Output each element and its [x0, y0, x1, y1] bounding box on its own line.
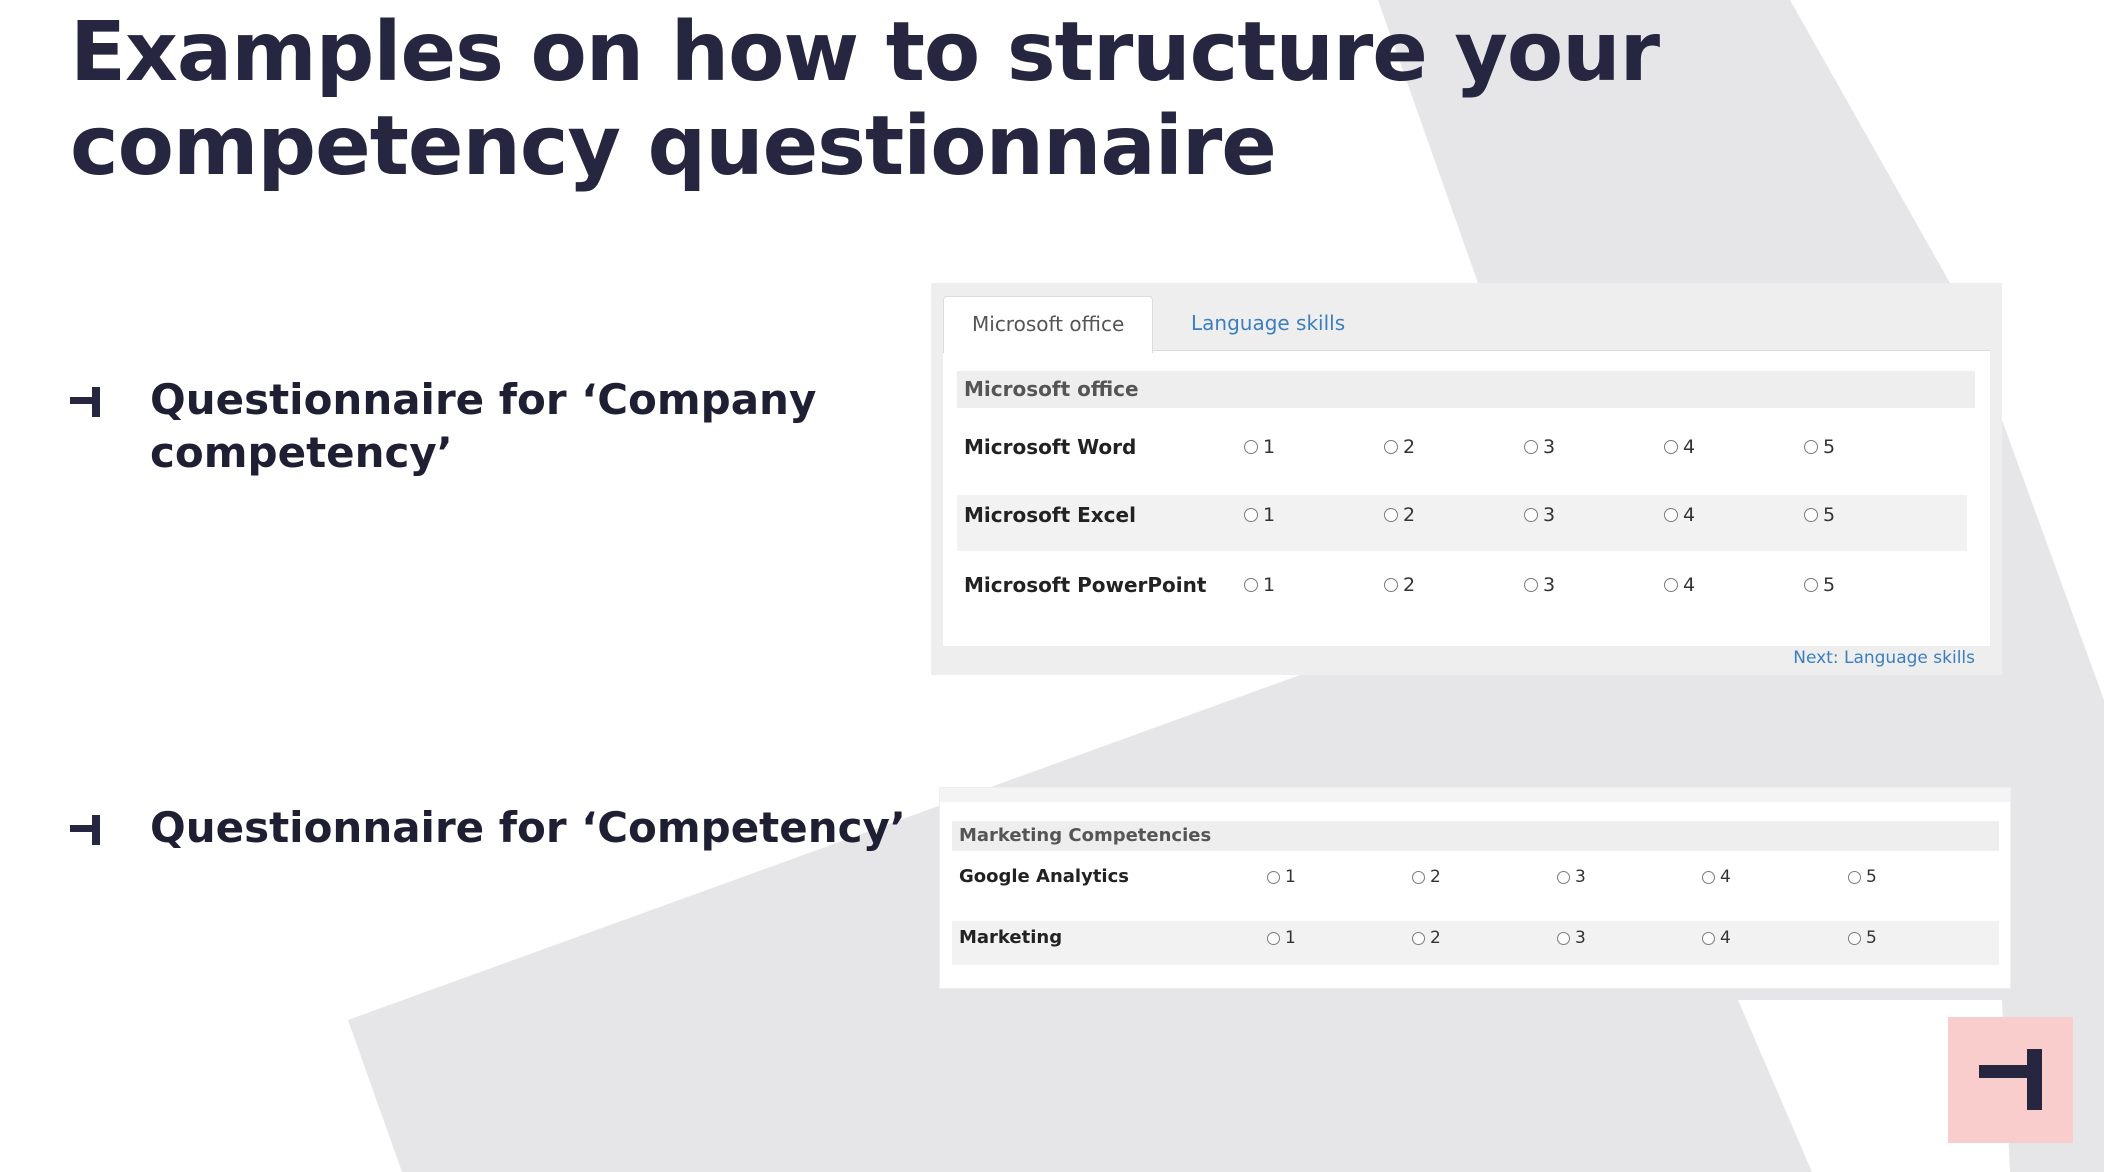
rating-option-2[interactable]	[1384, 436, 1415, 458]
radio-icon[interactable]	[1524, 578, 1538, 592]
option-label: 3	[1575, 867, 1586, 887]
radio-icon[interactable]	[1804, 440, 1818, 454]
question-row-powerpoint	[957, 563, 1967, 603]
rating-option-5[interactable]	[1804, 436, 1835, 458]
option-label: 2	[1430, 928, 1441, 948]
rating-option-1[interactable]	[1267, 867, 1296, 887]
question-label: Google Analytics	[959, 866, 1129, 887]
option-label: 2	[1403, 436, 1416, 458]
rating-option-4[interactable]	[1702, 867, 1731, 887]
option-label: 4	[1720, 928, 1731, 948]
option-label: 2	[1403, 504, 1416, 526]
rating-option-4[interactable]	[1664, 436, 1695, 458]
rating-option-4[interactable]	[1664, 574, 1695, 596]
rating-option-3[interactable]	[1524, 436, 1555, 458]
question-row-google-analytics	[952, 866, 1999, 906]
option-label: 2	[1403, 574, 1416, 596]
rating-option-5[interactable]	[1804, 504, 1835, 526]
radio-icon[interactable]	[1267, 871, 1280, 884]
radio-icon[interactable]	[1244, 578, 1258, 592]
option-label: 3	[1575, 928, 1586, 948]
radio-icon[interactable]	[1702, 871, 1715, 884]
radio-icon[interactable]	[1557, 871, 1570, 884]
radio-icon[interactable]	[1848, 871, 1861, 884]
radio-icon[interactable]	[1244, 440, 1258, 454]
question-row-marketing	[952, 921, 1999, 965]
rating-option-4[interactable]	[1702, 928, 1731, 948]
question-row-word	[957, 428, 1967, 468]
slide-title-line-1: Examples on how to structure your	[70, 5, 1660, 100]
bullet-text-line-1: Questionnaire for ‘Competency’	[150, 803, 906, 852]
option-label: 4	[1720, 867, 1731, 887]
option-label: 4	[1683, 574, 1696, 596]
rating-option-5[interactable]	[1848, 928, 1877, 948]
radio-icon[interactable]	[1664, 440, 1678, 454]
option-label: 1	[1285, 928, 1296, 948]
radio-icon[interactable]	[1412, 932, 1425, 945]
questionnaire-panel-competency	[939, 787, 2011, 989]
radio-icon[interactable]	[1557, 932, 1570, 945]
rating-option-2[interactable]	[1412, 928, 1441, 948]
question-label: Microsoft Word	[964, 435, 1137, 459]
rating-option-1[interactable]	[1244, 436, 1275, 458]
option-label: 3	[1543, 574, 1556, 596]
question-row-excel	[957, 495, 1967, 551]
radio-icon[interactable]	[1412, 871, 1425, 884]
next-language-skills-link[interactable]: Next: Language skills	[1793, 648, 1975, 668]
radio-icon[interactable]	[1804, 578, 1818, 592]
radio-icon[interactable]	[1267, 932, 1280, 945]
option-label: 3	[1543, 436, 1556, 458]
radio-icon[interactable]	[1384, 578, 1398, 592]
radio-icon[interactable]	[1664, 508, 1678, 522]
option-label: 5	[1866, 928, 1877, 948]
option-label: 4	[1683, 436, 1696, 458]
rating-option-4[interactable]	[1664, 504, 1695, 526]
bullet-text-line-1: Questionnaire for ‘Company	[150, 375, 817, 424]
bullet-text	[150, 801, 930, 854]
rating-option-1[interactable]	[1244, 574, 1275, 596]
questionnaire-panel-company	[931, 283, 2002, 675]
rating-option-3[interactable]	[1524, 574, 1555, 596]
rating-option-2[interactable]	[1384, 504, 1415, 526]
radio-icon[interactable]	[1702, 932, 1715, 945]
rating-option-3[interactable]	[1524, 504, 1555, 526]
option-label: 4	[1683, 504, 1696, 526]
radio-icon[interactable]	[1524, 440, 1538, 454]
radio-icon[interactable]	[1524, 508, 1538, 522]
bracket-logo-icon	[1948, 1017, 2073, 1143]
rating-option-5[interactable]	[1848, 867, 1877, 887]
radio-icon[interactable]	[1244, 508, 1258, 522]
option-label: 1	[1285, 867, 1296, 887]
radio-icon[interactable]	[1664, 578, 1678, 592]
option-label: 1	[1263, 574, 1276, 596]
option-label: 5	[1823, 504, 1836, 526]
option-label: 1	[1263, 504, 1276, 526]
bullet-text-line-2: competency’	[150, 428, 453, 477]
bracket-mark-icon	[70, 385, 104, 419]
question-label: Microsoft PowerPoint	[964, 573, 1207, 597]
option-label: 5	[1823, 574, 1836, 596]
option-label: 5	[1823, 436, 1836, 458]
slide-title-line-2: competency questionnaire	[70, 99, 1276, 194]
rating-option-5[interactable]	[1804, 574, 1835, 596]
question-label: Marketing	[959, 927, 1063, 948]
panel-top-bar	[940, 788, 2010, 802]
bullet-text	[150, 373, 930, 479]
radio-icon[interactable]	[1384, 440, 1398, 454]
option-label: 3	[1543, 504, 1556, 526]
option-label: 1	[1263, 436, 1276, 458]
option-label: 5	[1866, 867, 1877, 887]
brand-logo	[1948, 1017, 2073, 1143]
tab-microsoft-office[interactable]: Microsoft office	[943, 296, 1153, 353]
radio-icon[interactable]	[1384, 508, 1398, 522]
rating-option-1[interactable]	[1267, 928, 1296, 948]
section-header: Marketing Competencies	[952, 821, 1999, 851]
tab-language-skills[interactable]: Language skills	[1191, 311, 1346, 335]
question-label: Microsoft Excel	[964, 503, 1136, 527]
rating-option-3[interactable]	[1557, 928, 1586, 948]
tab-content	[943, 350, 1990, 646]
rating-option-1[interactable]	[1244, 504, 1275, 526]
bracket-mark-icon	[70, 813, 104, 847]
rating-option-2[interactable]	[1384, 574, 1415, 596]
rating-option-3[interactable]	[1557, 867, 1586, 887]
section-header: Microsoft office	[957, 371, 1975, 408]
radio-icon[interactable]	[1804, 508, 1818, 522]
option-label: 2	[1430, 867, 1441, 887]
radio-icon[interactable]	[1848, 932, 1861, 945]
rating-option-2[interactable]	[1412, 867, 1441, 887]
slide-title	[70, 6, 1659, 194]
